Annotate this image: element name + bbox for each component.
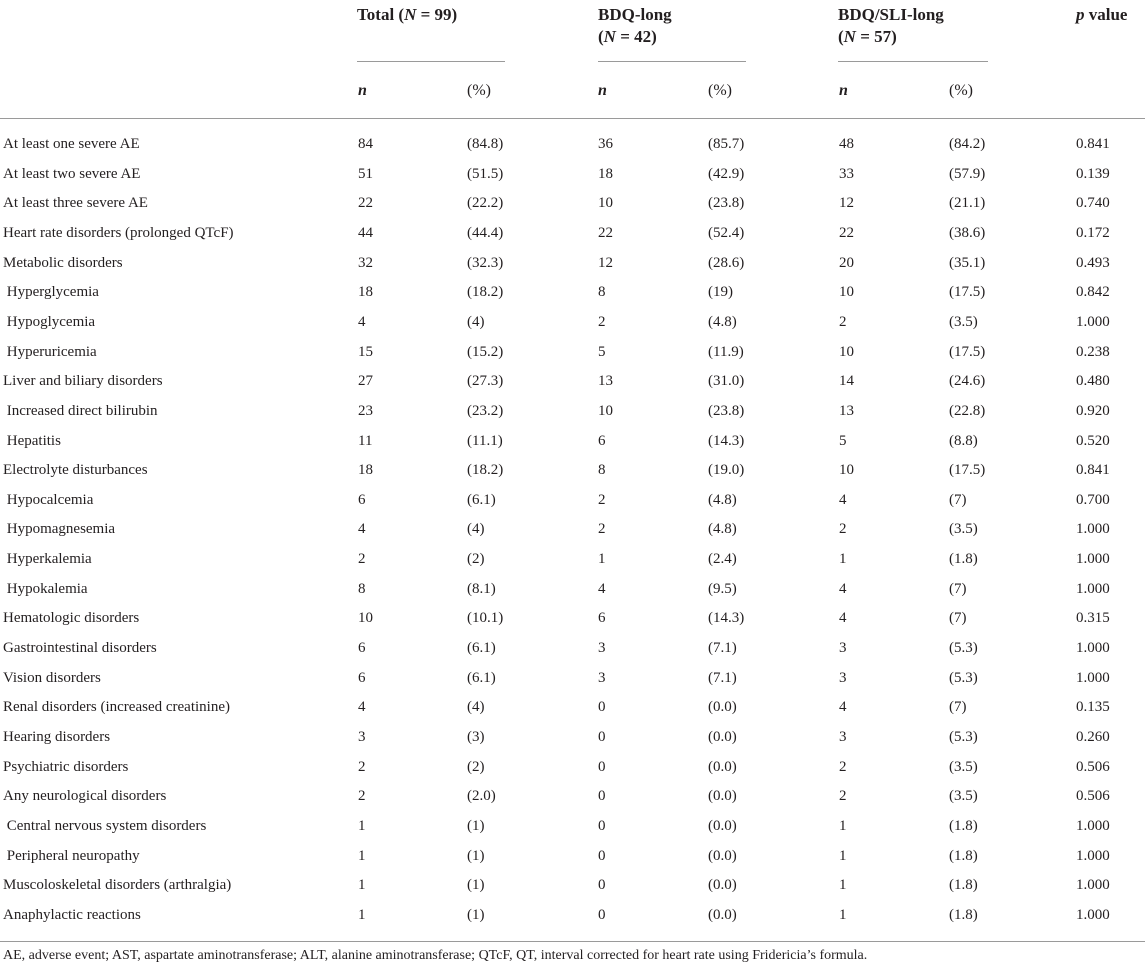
bdq-sli-long-pct: (7) — [949, 492, 967, 508]
bdq-long-pct: (0.0) — [708, 759, 737, 775]
total-pct: (4) — [467, 314, 485, 330]
row-label: Hyperuricemia — [3, 344, 97, 360]
bdq-sli-long-n: 20 — [839, 255, 854, 271]
bdq-sli-long-pct: (21.1) — [949, 195, 986, 211]
header-divider — [0, 118, 1145, 119]
bdq-sli-long-n: 14 — [839, 373, 854, 389]
bdq-long-n: 2 — [598, 521, 606, 537]
total-n: 1 — [358, 818, 366, 834]
bdq-sli-long-pct: (8.8) — [949, 433, 978, 449]
bdq-sli-long-pct: (1.8) — [949, 848, 978, 864]
bdq-sli-long-n: 2 — [839, 788, 847, 804]
subheader-bdq-n: n — [598, 82, 607, 99]
bdq-long-pct: (11.9) — [708, 344, 744, 360]
bdq-sli-long-pct: (7) — [949, 699, 967, 715]
total-pct: (1) — [467, 877, 485, 893]
p-value: 0.139 — [1076, 166, 1110, 182]
bdq-long-n: 2 — [598, 492, 606, 508]
bdq-sli-long-pct: (7) — [949, 610, 967, 626]
total-pct: (51.5) — [467, 166, 504, 182]
total-n: 84 — [358, 136, 373, 152]
bdq-sli-long-pct: (3.5) — [949, 788, 978, 804]
bdq-sli-long-pct: (17.5) — [949, 462, 986, 478]
p-value: 0.480 — [1076, 373, 1110, 389]
bdq-long-pct: (7.1) — [708, 670, 737, 686]
total-n: 22 — [358, 195, 373, 211]
p-value: 0.260 — [1076, 729, 1110, 745]
total-n: 51 — [358, 166, 373, 182]
bdq-long-n: 4 — [598, 581, 606, 597]
bdq-sli-long-n: 3 — [839, 640, 847, 656]
bdq-sli-long-pct: (7) — [949, 581, 967, 597]
p-value: 1.000 — [1076, 640, 1110, 656]
bdq-long-pct: (0.0) — [708, 729, 737, 745]
total-n: 2 — [358, 551, 366, 567]
total-n: 4 — [358, 314, 366, 330]
row-label: At least one severe AE — [3, 136, 140, 152]
p-value: 0.238 — [1076, 344, 1110, 360]
bdq-long-n: 10 — [598, 403, 613, 419]
total-n: 2 — [358, 788, 366, 804]
bdq-sli-long-n: 4 — [839, 699, 847, 715]
bdq-long-n: 3 — [598, 640, 606, 656]
bdq-long-n: 0 — [598, 848, 606, 864]
bdq-sli-long-pct: (5.3) — [949, 729, 978, 745]
bdq-sli-long-n: 4 — [839, 581, 847, 597]
total-n: 18 — [358, 284, 373, 300]
total-pct: (2) — [467, 551, 485, 567]
total-pct: (6.1) — [467, 492, 496, 508]
total-n: 32 — [358, 255, 373, 271]
p-value: 0.920 — [1076, 403, 1110, 419]
bdq-long-n: 6 — [598, 433, 606, 449]
bdq-long-n: 8 — [598, 462, 606, 478]
bdq-sli-long-pct: (35.1) — [949, 255, 986, 271]
row-label: Metabolic disorders — [3, 255, 123, 271]
bdq-sli-long-n: 1 — [839, 848, 847, 864]
bdq-long-pct: (4.8) — [708, 314, 737, 330]
bdq-long-n: 22 — [598, 225, 613, 241]
p-value: 0.172 — [1076, 225, 1110, 241]
bdq-sli-long-pct: (1.8) — [949, 551, 978, 567]
total-pct: (18.2) — [467, 284, 504, 300]
bdq-sli-long-pct: (5.3) — [949, 640, 978, 656]
total-n: 1 — [358, 907, 366, 923]
p-value: 1.000 — [1076, 551, 1110, 567]
p-value: 0.315 — [1076, 610, 1110, 626]
p-value: 0.520 — [1076, 433, 1110, 449]
bdq-sli-long-n: 2 — [839, 314, 847, 330]
bdq-sli-long-pct: (1.8) — [949, 818, 978, 834]
total-pct: (1) — [467, 907, 485, 923]
bdq-sli-long-n: 33 — [839, 166, 854, 182]
total-pct: (3) — [467, 729, 485, 745]
bdq-long-pct: (4.8) — [708, 521, 737, 537]
bdq-sli-long-n: 1 — [839, 551, 847, 567]
subheader-sli-n: n — [839, 82, 848, 99]
bdq-long-pct: (0.0) — [708, 788, 737, 804]
total-n: 8 — [358, 581, 366, 597]
bdq-sli-long-pct: (57.9) — [949, 166, 986, 182]
bdq-long-pct: (19.0) — [708, 462, 745, 478]
bdq-long-pct: (0.0) — [708, 818, 737, 834]
total-pct: (6.1) — [467, 670, 496, 686]
total-n: 4 — [358, 521, 366, 537]
row-label: Heart rate disorders (prolonged QTcF) — [3, 225, 234, 241]
total-pct: (8.1) — [467, 581, 496, 597]
bdq-long-n: 18 — [598, 166, 613, 182]
subheader-total-n: n — [358, 82, 367, 99]
row-label: Gastrointestinal disorders — [3, 640, 157, 656]
bdq-long-pct: (0.0) — [708, 848, 737, 864]
bdq-sli-long-n: 4 — [839, 610, 847, 626]
p-value: 1.000 — [1076, 521, 1110, 537]
bdq-long-n: 0 — [598, 907, 606, 923]
bdq-long-n: 12 — [598, 255, 613, 271]
bdq-long-pct: (14.3) — [708, 433, 745, 449]
total-n: 1 — [358, 848, 366, 864]
bdq-long-n: 2 — [598, 314, 606, 330]
bdq-long-pct: (14.3) — [708, 610, 745, 626]
bdq-long-pct: (7.1) — [708, 640, 737, 656]
row-label: Hypocalcemia — [3, 492, 94, 508]
bdq-sli-long-pct: (17.5) — [949, 284, 986, 300]
bdq-sli-long-n: 1 — [839, 907, 847, 923]
bdq-long-pct: (85.7) — [708, 136, 745, 152]
bdq-long-pct: (0.0) — [708, 699, 737, 715]
rule-total — [357, 61, 505, 62]
bdq-long-pct: (23.8) — [708, 195, 745, 211]
p-value: 1.000 — [1076, 581, 1110, 597]
bdq-sli-long-n: 2 — [839, 521, 847, 537]
bdq-long-pct: (0.0) — [708, 907, 737, 923]
subheader-sli-pct: (%) — [949, 82, 973, 99]
bdq-sli-long-pct: (17.5) — [949, 344, 986, 360]
row-label: Increased direct bilirubin — [3, 403, 158, 419]
total-pct: (2.0) — [467, 788, 496, 804]
row-label: At least two severe AE — [3, 166, 141, 182]
rule-bdq-long — [598, 61, 746, 62]
row-label: Psychiatric disorders — [3, 759, 129, 775]
total-n: 2 — [358, 759, 366, 775]
bdq-sli-long-n: 3 — [839, 670, 847, 686]
total-pct: (1) — [467, 818, 485, 834]
total-pct: (6.1) — [467, 640, 496, 656]
bdq-sli-long-n: 10 — [839, 344, 854, 360]
total-pct: (4) — [467, 699, 485, 715]
row-label: Any neurological disorders — [3, 788, 167, 804]
p-value: 0.842 — [1076, 284, 1110, 300]
bdq-sli-long-n: 1 — [839, 818, 847, 834]
total-n: 3 — [358, 729, 366, 745]
row-label: Hypokalemia — [3, 581, 88, 597]
bdq-sli-long-pct: (3.5) — [949, 521, 978, 537]
row-label: Hyperglycemia — [3, 284, 99, 300]
bdq-long-n: 10 — [598, 195, 613, 211]
total-pct: (44.4) — [467, 225, 504, 241]
bdq-sli-long-pct: (3.5) — [949, 759, 978, 775]
bdq-sli-long-pct: (3.5) — [949, 314, 978, 330]
bdq-long-n: 0 — [598, 729, 606, 745]
bdq-sli-long-n: 4 — [839, 492, 847, 508]
p-value: 1.000 — [1076, 818, 1110, 834]
total-pct: (32.3) — [467, 255, 504, 271]
p-value: 0.841 — [1076, 462, 1110, 478]
bdq-long-n: 13 — [598, 373, 613, 389]
bdq-sli-long-pct: (22.8) — [949, 403, 986, 419]
bdq-sli-long-pct: (5.3) — [949, 670, 978, 686]
p-value: 1.000 — [1076, 314, 1110, 330]
bdq-sli-long-n: 22 — [839, 225, 854, 241]
row-label: Renal disorders (increased creatinine) — [3, 699, 230, 715]
p-value: 0.841 — [1076, 136, 1110, 152]
bdq-long-n: 0 — [598, 877, 606, 893]
total-pct: (23.2) — [467, 403, 504, 419]
row-label: Hyperkalemia — [3, 551, 92, 567]
p-value: 1.000 — [1076, 877, 1110, 893]
total-n: 23 — [358, 403, 373, 419]
bdq-sli-long-n: 5 — [839, 433, 847, 449]
total-pct: (1) — [467, 848, 485, 864]
total-pct: (4) — [467, 521, 485, 537]
bdq-long-pct: (0.0) — [708, 877, 737, 893]
p-value: 0.506 — [1076, 788, 1110, 804]
total-pct: (11.1) — [467, 433, 503, 449]
bdq-long-n: 0 — [598, 699, 606, 715]
p-value: 1.000 — [1076, 848, 1110, 864]
bdq-sli-long-n: 3 — [839, 729, 847, 745]
bdq-long-pct: (42.9) — [708, 166, 745, 182]
bdq-sli-long-pct: (24.6) — [949, 373, 986, 389]
p-value: 0.493 — [1076, 255, 1110, 271]
total-n: 6 — [358, 492, 366, 508]
header-bdq-long: BDQ-long (N = 42) — [598, 5, 672, 46]
bdq-long-pct: (19) — [708, 284, 733, 300]
bdq-long-pct: (31.0) — [708, 373, 745, 389]
total-n: 27 — [358, 373, 373, 389]
total-n: 18 — [358, 462, 373, 478]
p-value: 1.000 — [1076, 670, 1110, 686]
total-pct: (84.8) — [467, 136, 504, 152]
header-total: Total (N = 99) — [357, 5, 458, 24]
total-pct: (2) — [467, 759, 485, 775]
row-label: Hypomagnesemia — [3, 521, 116, 537]
row-label: Hypoglycemia — [3, 314, 96, 330]
bdq-sli-long-n: 12 — [839, 195, 854, 211]
bdq-long-pct: (52.4) — [708, 225, 745, 241]
table-bottom-rule — [0, 941, 1145, 942]
bdq-sli-long-pct: (1.8) — [949, 907, 978, 923]
bdq-long-pct: (4.8) — [708, 492, 737, 508]
row-label: Vision disorders — [3, 670, 101, 686]
total-n: 10 — [358, 610, 373, 626]
bdq-long-n: 0 — [598, 759, 606, 775]
total-n: 6 — [358, 670, 366, 686]
row-label: Electrolyte disturbances — [3, 462, 148, 478]
bdq-long-n: 0 — [598, 818, 606, 834]
row-label: Liver and biliary disorders — [3, 373, 163, 389]
bdq-sli-long-n: 10 — [839, 284, 854, 300]
header-bdq-sli-long: BDQ/SLI-long (N = 57) — [838, 5, 944, 46]
total-pct: (27.3) — [467, 373, 504, 389]
bdq-sli-long-n: 13 — [839, 403, 854, 419]
total-n: 11 — [358, 433, 373, 449]
bdq-long-pct: (9.5) — [708, 581, 737, 597]
row-label: Hepatitis — [3, 433, 61, 449]
total-pct: (22.2) — [467, 195, 504, 211]
total-n: 4 — [358, 699, 366, 715]
total-pct: (18.2) — [467, 462, 504, 478]
p-value: 0.506 — [1076, 759, 1110, 775]
row-label: At least three severe AE — [3, 195, 148, 211]
p-value: 0.700 — [1076, 492, 1110, 508]
p-value: 0.135 — [1076, 699, 1110, 715]
total-n: 44 — [358, 225, 373, 241]
rule-bdq-sli-long — [838, 61, 988, 62]
table-footnote: AE, adverse event; AST, aspartate aminotransferase; ALT, alanine aminotransferase; QTcF, QT, interval corrected for heart rate using Fridericia’s formula. — [3, 948, 868, 963]
bdq-long-n: 8 — [598, 284, 606, 300]
bdq-long-n: 6 — [598, 610, 606, 626]
bdq-sli-long-n: 10 — [839, 462, 854, 478]
bdq-long-n: 0 — [598, 788, 606, 804]
bdq-long-n: 36 — [598, 136, 613, 152]
row-label: Peripheral neuropathy — [3, 848, 140, 864]
row-label: Muscoloskeletal disorders (arthralgia) — [3, 877, 232, 893]
bdq-long-n: 3 — [598, 670, 606, 686]
bdq-sli-long-n: 1 — [839, 877, 847, 893]
bdq-long-pct: (23.8) — [708, 403, 745, 419]
total-pct: (15.2) — [467, 344, 504, 360]
row-label: Central nervous system disorders — [3, 818, 207, 834]
bdq-long-n: 5 — [598, 344, 606, 360]
p-value: 0.740 — [1076, 195, 1110, 211]
row-label: Hematologic disorders — [3, 610, 140, 626]
subheader-total-pct: (%) — [467, 82, 491, 99]
bdq-sli-long-n: 48 — [839, 136, 854, 152]
total-pct: (10.1) — [467, 610, 504, 626]
header-p-value: p value — [1076, 5, 1128, 24]
bdq-sli-long-n: 2 — [839, 759, 847, 775]
total-n: 6 — [358, 640, 366, 656]
bdq-sli-long-pct: (38.6) — [949, 225, 986, 241]
p-value: 1.000 — [1076, 907, 1110, 923]
row-label: Hearing disorders — [3, 729, 111, 745]
bdq-sli-long-pct: (84.2) — [949, 136, 986, 152]
bdq-long-n: 1 — [598, 551, 606, 567]
bdq-long-pct: (28.6) — [708, 255, 745, 271]
bdq-long-pct: (2.4) — [708, 551, 737, 567]
bdq-sli-long-pct: (1.8) — [949, 877, 978, 893]
row-label: Anaphylactic reactions — [3, 907, 141, 923]
total-n: 1 — [358, 877, 366, 893]
subheader-bdq-pct: (%) — [708, 82, 732, 99]
total-n: 15 — [358, 344, 373, 360]
